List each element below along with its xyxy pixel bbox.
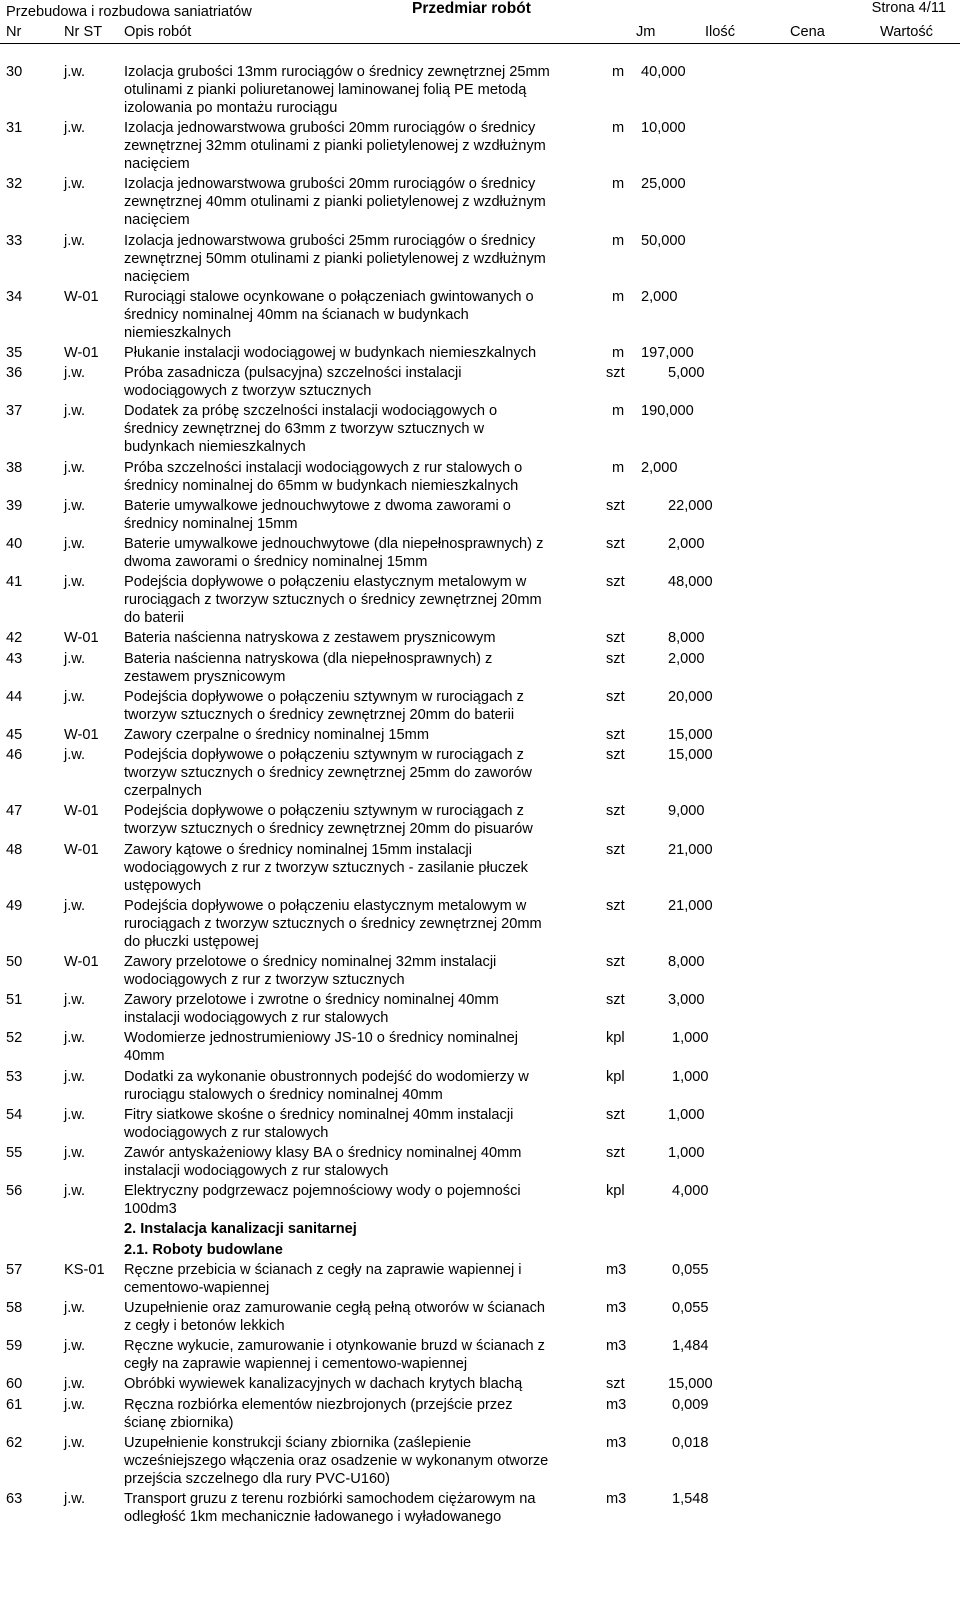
item-spec-code: j.w. xyxy=(64,747,86,764)
item-quantity: 0,009 xyxy=(672,1396,709,1413)
section-title: 2. Instalacja kanalizacji sanitarnej xyxy=(124,1221,357,1238)
item-quantity: 2,000 xyxy=(668,536,705,552)
item-description-line: przejścia szczelnego dla rury PVC-U160) xyxy=(124,1470,391,1487)
item-spec-code: W-01 xyxy=(64,288,99,305)
item-spec-code: j.w. xyxy=(64,1068,86,1085)
item-description-line: Zawory przelotowe i zwrotne o średnicy nominalnej 40mm xyxy=(124,992,499,1009)
item-spec-code: W-01 xyxy=(64,803,99,820)
item-description-line: Baterie umywalkowe jednouchwytowe z dwoma zaworami o xyxy=(124,497,511,514)
item-description-line: Podejścia dopływowe o połączeniu sztywnym w rurociągach z xyxy=(124,803,524,820)
item-spec-code: j.w. xyxy=(64,574,86,591)
item-unit: szt xyxy=(606,497,625,514)
item-description-line: średnicy nominalnej do 65mm w budynkach niemieszkalnych xyxy=(124,477,519,494)
item-description-line: z cegły i betonów lekkich xyxy=(124,1318,285,1334)
column-header-wartosc: Wartość xyxy=(880,24,933,40)
item-unit: kpl xyxy=(606,1030,625,1047)
item-number: 54 xyxy=(6,1106,23,1123)
item-spec-code: j.w. xyxy=(64,1030,86,1047)
item-unit: szt xyxy=(606,954,625,970)
column-header-opis: Opis robót xyxy=(124,24,192,40)
item-quantity: 2,000 xyxy=(641,288,678,305)
item-description-line: odległość 1km mechanicznie ładowanego i wyładowanego xyxy=(124,1509,502,1525)
item-unit: szt xyxy=(606,897,625,914)
item-description-line: wodociągowych z rur z tworzyw sztucznych xyxy=(124,972,405,988)
item-description-line: otulinami z pianki poliuretanowej laminowanej folią PE metodą xyxy=(124,82,527,98)
item-description-line: do płuczki ustępowej xyxy=(124,933,259,950)
item-unit: m xyxy=(612,120,625,137)
item-quantity: 40,000 xyxy=(641,64,686,80)
item-spec-code: j.w. xyxy=(64,120,86,137)
item-spec-code: j.w. xyxy=(64,897,86,914)
item-number: 31 xyxy=(6,120,23,137)
item-description-line: cementowo-wapiennej xyxy=(124,1279,270,1296)
item-quantity: 190,000 xyxy=(641,403,694,420)
item-quantity: 8,000 xyxy=(668,954,705,970)
item-unit: szt xyxy=(606,688,625,705)
item-unit: m xyxy=(612,403,625,420)
item-quantity: 21,000 xyxy=(668,841,713,858)
item-unit: szt xyxy=(606,803,625,820)
item-unit: m xyxy=(612,232,625,249)
item-quantity: 15,000 xyxy=(668,727,713,743)
item-description-line: zewnętrznej 32mm otulinami z pianki polietylenowej z wzdłużnym xyxy=(124,138,546,155)
item-quantity: 1,000 xyxy=(672,1068,709,1085)
item-spec-code: j.w. xyxy=(64,992,86,1009)
section-title: 2.1. Roboty budowlane xyxy=(124,1241,283,1258)
item-description-line: Dodatek za próbę szczelności instalacji wodociągowych o xyxy=(124,403,498,420)
item-quantity: 3,000 xyxy=(668,992,705,1009)
item-unit: szt xyxy=(606,630,625,647)
item-number: 46 xyxy=(6,747,23,764)
item-spec-code: j.w. xyxy=(64,536,86,552)
page-header xyxy=(0,0,960,48)
item-quantity: 0,055 xyxy=(672,1300,709,1316)
item-quantity: 15,000 xyxy=(668,1376,713,1393)
item-quantity: 0,055 xyxy=(672,1261,709,1278)
item-quantity: 197,000 xyxy=(641,345,694,361)
item-number: 41 xyxy=(6,574,23,591)
item-quantity: 5,000 xyxy=(668,365,705,382)
item-description-line: do baterii xyxy=(124,610,185,627)
item-number: 56 xyxy=(6,1183,23,1200)
item-description-line: Transport gruzu z terenu rozbiórki samochodem ciężarowym na xyxy=(124,1491,536,1507)
item-unit: m3 xyxy=(606,1434,627,1451)
item-quantity: 0,018 xyxy=(672,1434,709,1451)
item-description-line: średnicy nominalnej 15mm xyxy=(124,515,298,532)
item-quantity: 15,000 xyxy=(668,747,713,764)
item-unit: m3 xyxy=(606,1491,627,1507)
item-description-line: instalacji wodociągowych z rur stalowych xyxy=(124,1163,389,1179)
item-spec-code: j.w. xyxy=(64,497,86,514)
column-header-nr: Nr xyxy=(6,24,22,40)
item-number: 45 xyxy=(6,727,23,743)
column-header-jm: Jm xyxy=(636,24,656,40)
item-number: 55 xyxy=(6,1145,23,1161)
item-spec-code: j.w. xyxy=(64,688,86,705)
item-unit: szt xyxy=(606,1145,625,1161)
item-number: 49 xyxy=(6,897,23,914)
item-number: 43 xyxy=(6,650,23,667)
item-unit: szt xyxy=(606,727,625,743)
item-description-line: Zawory kątowe o średnicy nominalnej 15mm instalacji xyxy=(124,841,472,858)
item-number: 63 xyxy=(6,1491,23,1507)
item-unit: m xyxy=(612,345,625,361)
item-description-line: tworzyw sztucznych o średnicy zewnętrznej 20mm do baterii xyxy=(124,706,515,723)
item-number: 33 xyxy=(6,232,23,249)
item-description-line: Izolacja jednowarstwowa grubości 20mm rurociągów o średnicy xyxy=(124,176,536,193)
item-number: 59 xyxy=(6,1338,23,1355)
item-unit: m xyxy=(612,288,625,305)
item-description-line: tworzyw sztucznych o średnicy zewnętrznej 20mm do pisuarów xyxy=(124,821,533,838)
item-description-line: Izolacja jednowarstwowa grubości 25mm rurociągów o średnicy xyxy=(124,232,536,249)
item-description-line: Obróbki wywiewek kanalizacyjnych w dachach krytych blachą xyxy=(124,1376,523,1393)
item-number: 30 xyxy=(6,64,23,80)
item-description-line: tworzyw sztucznych o średnicy zewnętrznej 25mm do zaworów xyxy=(124,765,532,782)
column-header-ilosc: Ilość xyxy=(705,24,736,40)
item-unit: szt xyxy=(606,1106,625,1123)
item-spec-code: j.w. xyxy=(64,650,86,667)
item-number: 58 xyxy=(6,1300,23,1316)
item-description-line: Zawór antyskażeniowy klasy BA o średnicy nominalnej 40mm xyxy=(124,1145,522,1161)
item-unit: m xyxy=(612,176,625,193)
item-spec-code: j.w. xyxy=(64,176,86,193)
item-spec-code: j.w. xyxy=(64,365,86,382)
item-spec-code: j.w. xyxy=(64,1338,86,1355)
item-spec-code: W-01 xyxy=(64,954,99,970)
item-description-line: Podejścia dopływowe o połączeniu sztywnym w rurociągach z xyxy=(124,747,524,764)
item-spec-code: j.w. xyxy=(64,1491,86,1507)
item-quantity: 20,000 xyxy=(668,688,713,705)
item-unit: m xyxy=(612,64,625,80)
item-description-line: zewnętrznej 50mm otulinami z pianki polietylenowej z wzdłużnym xyxy=(124,250,546,267)
item-description-line: rurociągach z tworzyw sztucznych o średnicy zewnętrznej 20mm xyxy=(124,915,542,932)
item-quantity: 22,000 xyxy=(668,497,713,514)
header-divider xyxy=(0,43,960,44)
item-number: 60 xyxy=(6,1376,23,1393)
item-unit: kpl xyxy=(606,1183,625,1200)
item-number: 52 xyxy=(6,1030,23,1047)
item-quantity: 1,484 xyxy=(672,1338,709,1355)
item-description-line: Wodomierze jednostrumieniowy JS-10 o średnicy nominalnej xyxy=(124,1030,518,1047)
item-number: 50 xyxy=(6,954,23,970)
item-spec-code: j.w. xyxy=(64,64,86,80)
item-spec-code: j.w. xyxy=(64,1376,86,1393)
item-description-line: nacięciem xyxy=(124,212,190,229)
item-quantity: 50,000 xyxy=(641,232,686,249)
item-spec-code: j.w. xyxy=(64,403,86,420)
item-description-line: wodociągowych z rur z tworzyw sztucznych - zasilanie płuczek xyxy=(124,859,528,876)
item-description-line: Próba zasadnicza (pulsacyjna) szczelności instalacji xyxy=(124,365,462,382)
item-description-line: Uzupełnienie konstrukcji ściany zbiornika (zaślepienie xyxy=(124,1434,472,1451)
item-description-line: rurociągu stalowych o średnicy nominalnej 40mm xyxy=(124,1086,443,1103)
item-number: 51 xyxy=(6,992,23,1009)
item-number: 57 xyxy=(6,1261,23,1278)
item-unit: m3 xyxy=(606,1300,627,1316)
item-description-line: 100dm3 xyxy=(124,1201,177,1218)
item-description-line: wodociągowych z tworzyw sztucznych xyxy=(124,383,372,400)
item-description-line: izolowania po montażu rurociągu xyxy=(124,100,338,116)
item-number: 36 xyxy=(6,365,23,382)
item-number: 32 xyxy=(6,176,23,193)
item-description-line: ścianę zbiornika) xyxy=(124,1414,234,1431)
item-unit: szt xyxy=(606,574,625,591)
item-description-line: nacięciem xyxy=(124,268,190,285)
item-number: 39 xyxy=(6,497,23,514)
item-spec-code: W-01 xyxy=(64,630,99,647)
item-description-line: Dodatki za wykonanie obustronnych podejść do wodomierzy w xyxy=(124,1068,529,1085)
column-header-nr-st: Nr ST xyxy=(64,24,103,40)
item-description-line: Próba szczelności instalacji wodociągowych z rur stalowych o xyxy=(124,459,523,476)
column-header-cena: Cena xyxy=(790,24,825,40)
item-number: 37 xyxy=(6,403,23,420)
document-title: Przedmiar robót xyxy=(412,0,531,17)
item-description-line: Płukanie instalacji wodociągowej w budynkach niemieszkalnych xyxy=(124,345,537,361)
item-description-line: cegły na zaprawie wapiennej i cementowo-wapiennej xyxy=(124,1356,468,1373)
item-quantity: 1,000 xyxy=(672,1030,709,1047)
page-number: Strona 4/11 xyxy=(871,0,946,16)
item-spec-code: j.w. xyxy=(64,232,86,249)
item-unit: szt xyxy=(606,650,625,667)
item-number: 40 xyxy=(6,536,23,552)
item-unit: szt xyxy=(606,365,625,382)
item-description-line: instalacji wodociągowych z rur stalowych xyxy=(124,1010,389,1027)
item-description-line: Ręczne przebicia w ścianach z cegły na zaprawie wapiennej i xyxy=(124,1261,522,1278)
item-unit: m3 xyxy=(606,1338,627,1355)
item-quantity: 25,000 xyxy=(641,176,686,193)
item-quantity: 10,000 xyxy=(641,120,686,137)
item-description-line: Ręczne wykucie, zamurowanie i otynkowanie bruzd w ścianach z xyxy=(124,1338,545,1355)
item-description-line: Zawory czerpalne o średnicy nominalnej 15mm xyxy=(124,727,429,743)
item-unit: szt xyxy=(606,536,625,552)
item-quantity: 1,000 xyxy=(668,1145,705,1161)
item-description-line: Bateria naścienna natryskowa z zestawem prysznicowym xyxy=(124,630,496,647)
item-description-line: Baterie umywalkowe jednouchwytowe (dla niepełnosprawnych) z xyxy=(124,536,544,552)
item-spec-code: W-01 xyxy=(64,345,99,361)
item-description-line: budynkach niemieszkalnych xyxy=(124,439,306,456)
item-description-line: wodociągowych z rur stalowych xyxy=(124,1124,329,1141)
item-description-line: Rurociągi stalowe ocynkowane o połączeniach gwintowanych o xyxy=(124,288,534,305)
item-description-line: niemieszkalnych xyxy=(124,324,232,341)
item-description-line: Fitry siatkowe skośne o średnicy nominalnej 40mm instalacji xyxy=(124,1106,514,1123)
item-description-line: Uzupełnienie oraz zamurowanie cegłą pełną otworów w ścianach xyxy=(124,1300,546,1316)
item-spec-code: j.w. xyxy=(64,1106,86,1123)
item-spec-code: W-01 xyxy=(64,727,99,743)
item-spec-code: j.w. xyxy=(64,459,86,476)
item-spec-code: W-01 xyxy=(64,841,99,858)
item-description-line: Izolacja jednowarstwowa grubości 20mm rurociągów o średnicy xyxy=(124,120,536,137)
item-description-line: Bateria naścienna natryskowa (dla niepełnosprawnych) z xyxy=(124,650,493,667)
item-unit: szt xyxy=(606,992,625,1009)
item-unit: m xyxy=(612,459,625,476)
item-quantity: 9,000 xyxy=(668,803,705,820)
item-description-line: 40mm xyxy=(124,1048,165,1065)
item-description-line: Ręczna rozbiórka elementów niezbrojonych (przejście przez xyxy=(124,1396,513,1413)
item-quantity: 1,548 xyxy=(672,1491,709,1507)
item-description-line: Podejścia dopływowe o połączeniu elastycznym metalowym w xyxy=(124,897,527,914)
item-unit: m3 xyxy=(606,1396,627,1413)
item-description-line: średnicy nominalnej 40mm na ścianach w budynkach xyxy=(124,306,469,323)
item-number: 48 xyxy=(6,841,23,858)
item-spec-code: j.w. xyxy=(64,1434,86,1451)
item-number: 34 xyxy=(6,288,23,305)
item-quantity: 4,000 xyxy=(672,1183,709,1200)
item-description-line: Podejścia dopływowe o połączeniu sztywnym w rurociągach z xyxy=(124,688,524,705)
item-spec-code: j.w. xyxy=(64,1145,86,1161)
item-description-line: czerpalnych xyxy=(124,783,202,800)
item-description-line: nacięciem xyxy=(124,156,190,173)
item-description-line: ustępowych xyxy=(124,877,202,894)
item-quantity: 21,000 xyxy=(668,897,713,914)
item-quantity: 8,000 xyxy=(668,630,705,647)
item-quantity: 2,000 xyxy=(641,459,678,476)
project-name: Przebudowa i rozbudowa saniatriatów xyxy=(6,4,252,20)
item-quantity: 2,000 xyxy=(668,650,705,667)
item-description-line: Podejścia dopływowe o połączeniu elastycznym metalowym w xyxy=(124,574,527,591)
item-quantity: 1,000 xyxy=(668,1106,705,1123)
item-spec-code: j.w. xyxy=(64,1396,86,1413)
item-description-line: średnicy zewnętrznej do 63mm z tworzyw sztucznych w xyxy=(124,421,485,438)
item-spec-code: KS-01 xyxy=(64,1261,105,1278)
item-number: 47 xyxy=(6,803,23,820)
item-unit: szt xyxy=(606,841,625,858)
item-number: 62 xyxy=(6,1434,23,1451)
item-description-line: Zawory przelotowe o średnicy nominalnej 32mm instalacji xyxy=(124,954,497,970)
item-number: 53 xyxy=(6,1068,23,1085)
item-unit: szt xyxy=(606,1376,625,1393)
item-quantity: 48,000 xyxy=(668,574,713,591)
item-description-line: rurociągach z tworzyw sztucznych o średnicy zewnętrznej 20mm xyxy=(124,592,542,609)
item-number: 44 xyxy=(6,688,23,705)
item-number: 35 xyxy=(6,345,23,361)
item-unit: kpl xyxy=(606,1068,625,1085)
item-description-line: zestawem prysznicowym xyxy=(124,668,286,685)
item-spec-code: j.w. xyxy=(64,1183,86,1200)
item-description-line: dwoma zaworami o średnicy nominalnej 15mm xyxy=(124,554,428,570)
item-number: 38 xyxy=(6,459,23,476)
item-spec-code: j.w. xyxy=(64,1300,86,1316)
item-unit: szt xyxy=(606,747,625,764)
item-description-line: zewnętrznej 40mm otulinami z pianki polietylenowej z wzdłużnym xyxy=(124,194,546,211)
item-number: 42 xyxy=(6,630,23,647)
item-number: 61 xyxy=(6,1396,23,1413)
item-description-line: Izolacja grubości 13mm rurociągów o średnicy zewnętrznej 25mm xyxy=(124,64,550,80)
item-description-line: Elektryczny podgrzewacz pojemnościowy wody o pojemności xyxy=(124,1183,521,1200)
item-description-line: wcześniejszego włączenia oraz osadzenie w wykonanym otworze xyxy=(124,1452,549,1469)
item-unit: m3 xyxy=(606,1261,627,1278)
